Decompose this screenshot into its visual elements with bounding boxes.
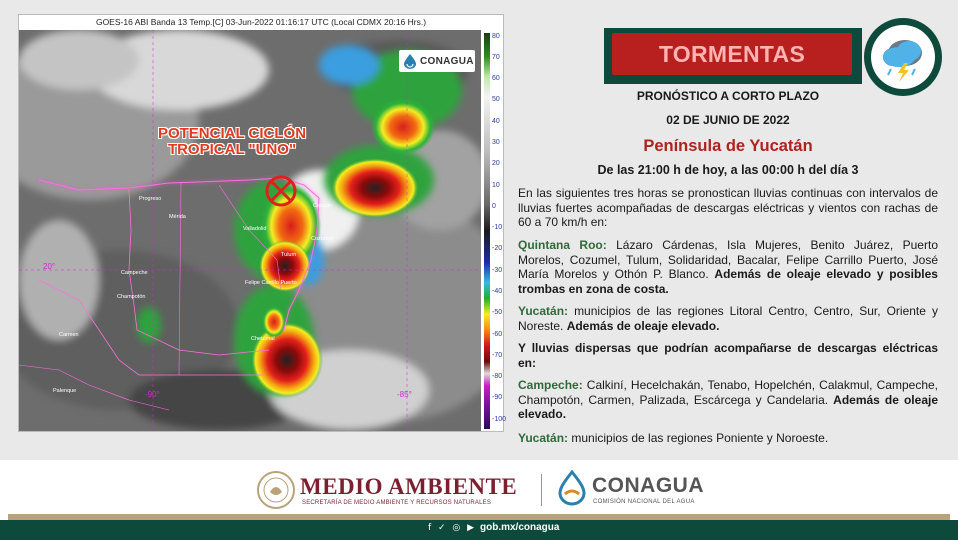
title-banner-inner [612,33,852,75]
scale-label: 60 [492,75,500,82]
city-label: Carmen [59,332,79,338]
satellite-image [19,30,481,431]
title-banner [604,28,862,84]
conagua-subtitle: COMISIÓN NACIONAL DEL AGUA [593,499,695,505]
city-label: Mérida [169,214,186,220]
scale-label: 70 [492,54,500,61]
forecast-intro: En las siguientes tres horas se pronostican lluvias continuas con intervalos de lluvias fuertes acompañadas de descargas eléctricas y vientos con rachas de 60 a 70 km/h en: [518,186,938,229]
forecast-type: PRONÓSTICO A CORTO PLAZO [636,89,820,103]
scale-label: -10 [492,224,503,231]
scale-label: -100 [492,416,507,423]
scale-label: -60 [492,331,503,338]
scale-label: -70 [492,352,503,359]
conagua-title: CONAGUA [592,474,704,497]
semarnat-subtitle: SECRETARÍA DE MEDIO AMBIENTE Y RECURSOS NATURALES [302,500,492,506]
state-name: Yucatán: [518,431,569,445]
semarnat-title: MEDIO AMBIENTE [300,474,518,499]
scale-label: 0 [492,203,496,210]
state-text: municipios de las regiones Litoral Centro, Centro, Sur, Oriente y Noreste. [518,304,938,333]
storm-icon-bg [871,25,935,89]
forecast-yucatan [518,304,938,333]
storm-cloud-lightning-icon [871,25,935,89]
lon-label: -85° [397,390,412,399]
state-note: Además de oleaje elevado. [566,318,720,333]
state-note: Además de oleaje elevado y posibles trombas en zona de costa. [518,267,938,296]
city-label: Cozumel [311,236,333,242]
city-label: Champotón [117,294,146,300]
conagua-tag-text: CONAGUA [420,55,474,67]
scale-label: -20 [492,245,503,252]
scale-label: -90 [492,394,503,401]
scale-label: 50 [492,96,500,103]
footer-separator [541,474,542,506]
scale-label: 40 [492,118,500,125]
city-label: Cancún [313,203,332,209]
state-text: Lázaro Cárdenas, Isla Mujeres, Benito Juárez, Puerto Morelos, Cozumel, Tulum, Solidaridad, Bacalar, Felipe Carrillo Puerto, José María Morelos y Othón P. Blanco. [518,238,938,281]
scale-label: 30 [492,139,500,146]
lon-label: -90° [145,390,160,399]
conagua-logo-icon [403,53,417,69]
state-note: Además de oleaje elevado. [518,392,938,421]
scale-label: -40 [492,288,503,295]
satellite-header: GOES-16 ABI Banda 13 Temp.[C] 03-Jun-2022 01:16:17 UTC (Local CDMX 20:16 Hrs.) [95,17,427,27]
banner-title: TORMENTAS [658,41,806,67]
forecast-time-range: De las 21:00 h de hoy, a las 00:00 h del día 3 [597,163,859,177]
social-icons[interactable]: f ✓ ◎ ▶ [428,523,477,533]
forecast-date: 02 DE JUNIO DE 2022 [666,113,790,127]
mexico-seal-icon [256,470,296,510]
scale-label: 80 [492,33,500,40]
state-text: municipios de las regiones Poniente y Noroeste. [568,431,829,445]
scale-label: -30 [492,267,503,274]
footer-bar [0,520,958,540]
satellite-image-panel [18,14,507,432]
state-name: Quintana Roo: [518,238,607,252]
city-label: Campeche [121,270,148,276]
forecast-yucatan-2 [518,431,938,446]
scale-label: 20 [492,160,500,167]
lat-label: 20° [43,262,56,271]
city-label: Valladolid [243,226,267,232]
city-label: Felipe Carrillo Puerto [245,280,297,286]
gob-link[interactable]: gob.mx/conagua [480,522,560,533]
state-name: Yucatán: [518,304,569,318]
city-label: Palenque [53,388,77,394]
scale-label: -80 [492,373,503,380]
forecast-campeche [518,378,938,422]
conagua-tag [399,50,475,72]
storm-icon-badge [864,18,942,96]
conagua-logo-icon [556,470,588,506]
state-name: Campeche: [518,378,583,392]
temperature-scale [484,33,507,429]
temperature-scale-bar [484,33,490,429]
state-text: Calkiní, Hecelchakán, Tenabo, Hopelchén, Calakmul, Campeche, Champotón, Carmen, Palizada, Escárcega y Candelaria. [518,378,938,407]
cyclone-annotation [137,126,327,158]
forecast-disperse: Y lluvias dispersas que podrían acompañarse de descargas eléctricas en: [518,341,938,370]
forecast-region: Península de Yucatán [643,137,813,155]
city-label: Chetumal [251,336,275,342]
forecast-quintana-roo [518,238,938,296]
scale-label: 10 [492,182,500,189]
city-label: Tulum [281,252,297,258]
city-label: Progreso [139,196,162,202]
cyclone-annotation-line2: TROPICAL "UNO" [167,141,297,158]
scale-label: -50 [492,309,503,316]
cyclone-annotation-line1: POTENCIAL CICLÓN [157,125,307,142]
